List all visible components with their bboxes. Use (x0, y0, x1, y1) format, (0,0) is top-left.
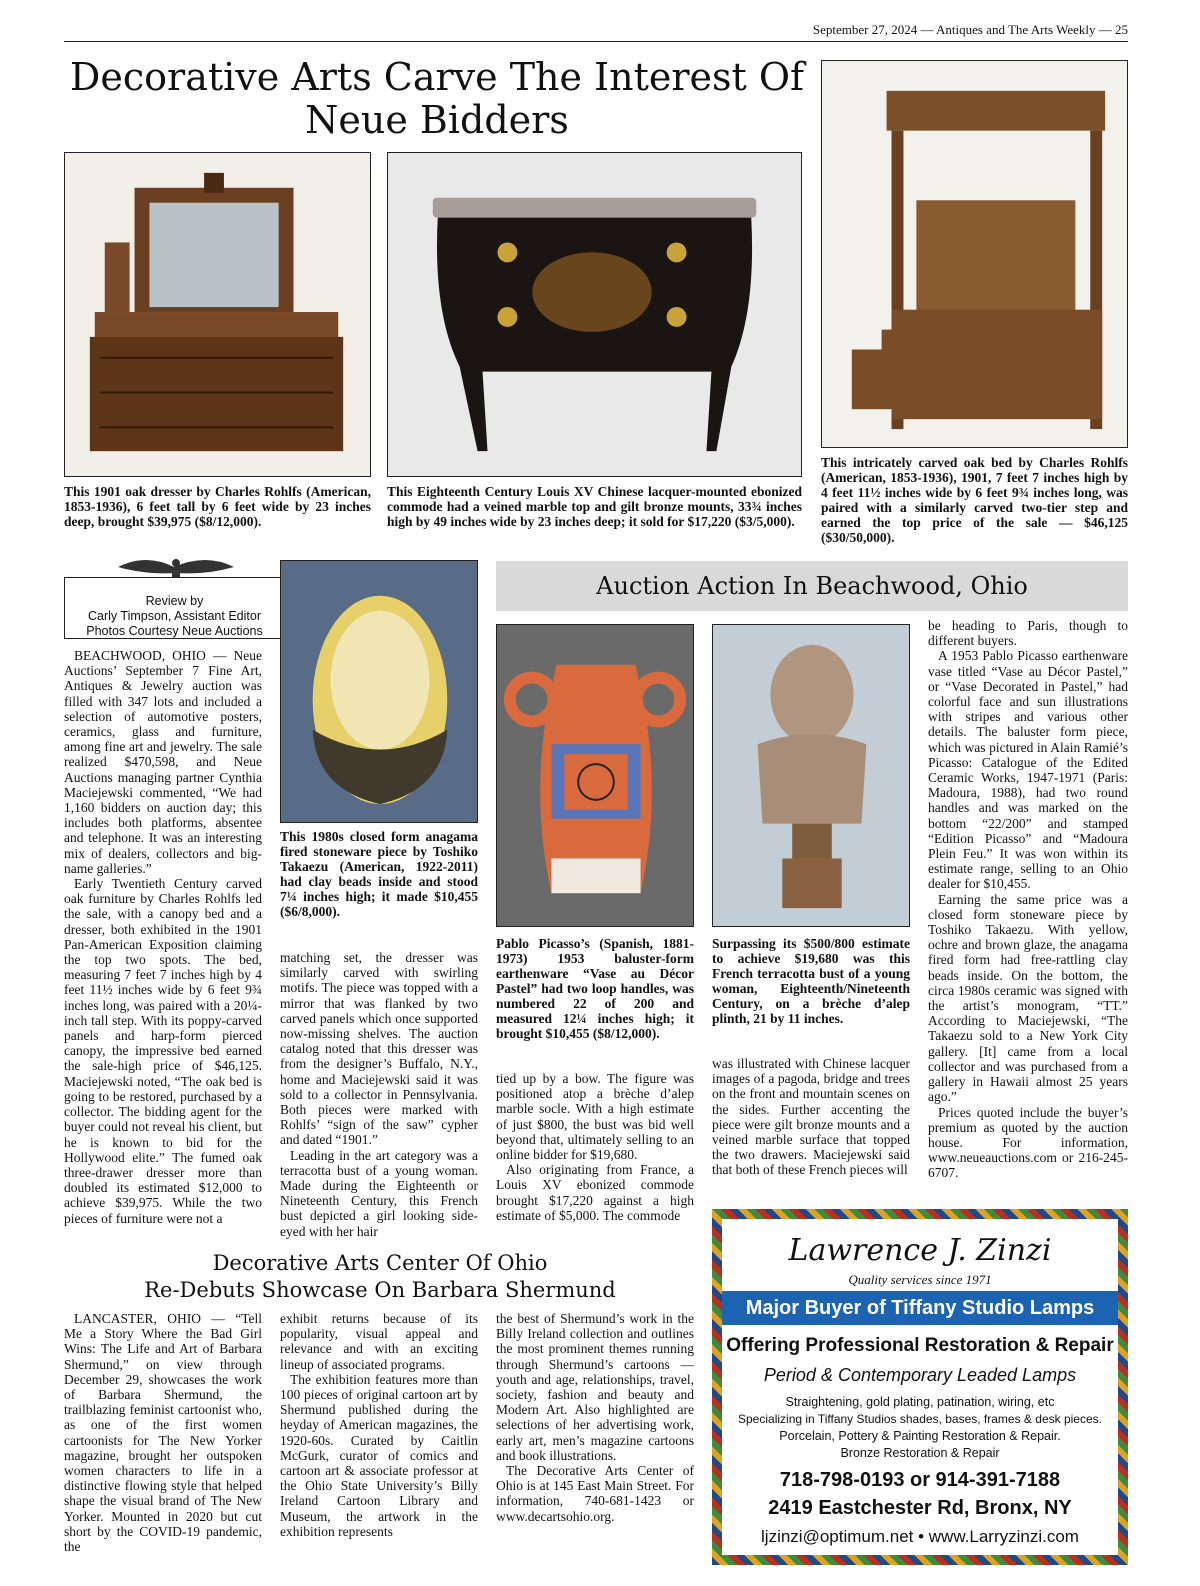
article-paragraph: Also originating from France, a Louis XV ebonized commode brought $17,220 against a high estimate of $5,000. The commode (496, 1162, 694, 1223)
article-column-1 (64, 648, 262, 1226)
dresser-photo (64, 152, 371, 477)
bust-caption: Surpassing its $500/800 estimate to achieve $19,680 was this French terracotta bust of a young woman, Eighteenth/Nineteenth Century, on a brèche d’alep plinth, 21 by 11 inches. (712, 936, 910, 1026)
article-paragraph: was illustrated with Chinese lacquer images of a pagoda, bridge and trees on the front and mountain scenes on the sides. Further accenting the piece were gilt bronze mounts and a veined marble surface that topped the two drawers. Maciejewski said that both of these French pieces will (712, 1056, 910, 1178)
second-story-column-2 (280, 1311, 478, 1539)
article-paragraph: Earning the same price was a closed form stoneware piece by Toshiko Takaezu. With yellow, ochre and brown glaze, the anagama fired form had free-rattling clay beads inside. On the bottom, the circa 1980s ceramic was signed with the artist’s monogram, “TT.” According to Maciejewski, “The Takaezu sold to a New York City gallery. [It] came from a local collector and was purchased from a gallery in Hawaii almost 25 years ago.” (928, 891, 1128, 1105)
article-paragraph: The Decorative Arts Center of Ohio is at 145 East Main Street. For information, 740-681-1423 or www.decartsohio.org. (496, 1463, 694, 1524)
ad-address: 2419 Eastchester Rd, Bronx, NY (768, 1497, 1072, 1519)
review-credit-box (64, 577, 285, 639)
article-column-4 (712, 1056, 910, 1178)
second-story-headline (64, 1250, 696, 1304)
zinzi-advertisement (712, 1209, 1128, 1565)
second-story-column-1 (64, 1311, 262, 1554)
takaezu-caption: This 1980s closed form anagama fired stoneware piece by Toshiko Takaezu (American, 1922-2011) had clay beads inside and stood 7¼ inches high; it made $10,455 ($6/8,000). (280, 829, 478, 919)
article-column-3 (496, 1071, 694, 1223)
ad-business-name: Lawrence J. Zinzi (788, 1233, 1052, 1268)
ad-line-1: Straightening, gold plating, patination, wiring, etc (785, 1395, 1055, 1409)
dresser-caption: This 1901 oak dresser by Charles Rohlfs (American, 1853-1936), 6 feet tall by 6 feet wide by 23 inches deep, brought $39,975 ($8/12,000). (64, 484, 371, 529)
ad-banner: Major Buyer of Tiffany Studio Lamps (722, 1291, 1118, 1325)
ad-panel (722, 1219, 1118, 1555)
commode-caption: This Eighteenth Century Louis XV Chinese lacquer-mounted ebonized commode had a veined marble top and gilt bronze mounts, 33¾ inches high by 49 inches wide by 23 inches deep; it sold for $17,220 ($3/5,000). (387, 484, 802, 529)
article-paragraph: BEACHWOOD, OHIO — Neue Auctions’ September 7 Fine Art, Antiques & Jewelry auction was filled with 347 lots and included a selection of automotive posters, ceramics, glass and furniture, among fine art and jewelry. The sale realized $470,598, and Neue Auctions managing partner Cynthia Maciejewski commented, “We had 1,160 bidders on auction day; this includes both platforms, absentee and telephone. It was an interesting mix of dealers, collectors and big-name galleries.” (64, 648, 262, 876)
article-paragraph: Early Twentieth Century carved oak furniture by Charles Rohlfs led the sale, with a canopy bed and a dresser, both exhibited in the 1901 Pan-American Exposition claiming the top two spots. The bed, measuring 7 feet 7 inches high by 4 feet 11½ inches wide by 6 feet 9¾ inches long, was paired with a 20¼-inch tall step. With its poppy-carved panels and harp-form pierced canopy, the impressive bed earned the sale-high price of $46,125. Maciejewski noted, “The oak bed is going to be restored, purchased by a collector. The bidding agent for the buyer could not reveal his client, but he is known to bid for the Hollywood elite.” The fumed oak three-drawer dresser more than doubled its estimated $12,000 to achieve $39,975. While the two pieces of furniture were not a (64, 876, 262, 1226)
article-column-5 (928, 618, 1128, 1181)
second-headline-line-2: Re-Debuts Showcase On Barbara Shermund (144, 1278, 616, 1302)
ad-line-2: Specializing in Tiffany Studios shades, bases, frames & desk pieces. (738, 1412, 1102, 1426)
terracotta-bust-photo (712, 624, 910, 927)
main-headline: Decorative Arts Carve The Interest Of Neue Bidders (69, 55, 805, 142)
takaezu-stoneware-photo (280, 560, 478, 823)
review-line-2: Carly Timpson, Assistant Editor (88, 609, 261, 623)
ad-web: ljzinzi@optimum.net • www.Larryzinzi.com (761, 1527, 1079, 1546)
article-paragraph: A 1953 Pablo Picasso earthenware vase titled “Vase au Décor Pastel,” or “Vase Decorated in Pastel,” had colorful face and sun illustrations with stripes and various other details. The baluster form piece, which was pictured in Alain Ramié’s Picasso: Catalogue of the Edited Ceramic Works, 1947-1971 (Paris: Madoura, 1988), had two round handles and was marked on the bottom “22/200” and stamped “Edition Picasso” and “Madoura Plein Feu.” It was won within its estimate range, selling to an Ohio dealer for $10,455. (928, 648, 1128, 892)
article-paragraph: Prices quoted include the buyer’s premium as quoted by the auction house. For information, www.neueauctions.com or 216-245-6707. (928, 1104, 1128, 1181)
article-paragraph: the best of Shermund’s work in the Billy Ireland collection and outlines the most prominent themes running through Shermund’s cartoons — youth and age, relationships, travel, society, fashion and beauty and Modern Art. Also highlighted are selections of her advertising work, early art, men’s magazine cartoons and book illustrations. (496, 1311, 694, 1463)
article-paragraph: tied up by a bow. The figure was positioned atop a brèche d’alep marble socle. With a high estimate of just $800, the bust was bid well beyond that, ultimately selling to an online bidder for $19,680. (496, 1071, 694, 1163)
section-title: Auction Action In Beachwood, Ohio (496, 561, 1128, 611)
commode-photo (387, 152, 802, 477)
page-header-text: September 27, 2024 — Antiques and The Arts Weekly — 25 (812, 22, 1128, 37)
picasso-vase-photo (496, 624, 694, 927)
ad-period: Period & Contemporary Leaded Lamps (763, 1365, 1077, 1385)
ad-phones: 718-798-0193 or 914-391-7188 (779, 1469, 1061, 1491)
review-line-3: Photos Courtesy Neue Auctions (86, 624, 263, 638)
article-paragraph: The exhibition features more than 100 pieces of original cartoon art by Shermund published during the heyday of American magazines, the 1920-60s. Curated by Caitlin McGurk, curator of comics and cartoon art & associate professor at the Ohio State University’s Billy Ireland Cartoon Library and Museum, the artwork in the exhibition represents (280, 1371, 478, 1539)
ad-since: Quality services since 1971 (848, 1272, 992, 1287)
second-story-column-3 (496, 1311, 694, 1524)
article-paragraph: LANCASTER, OHIO — “Tell Me a Story Where the Bad Girl Wins: The Life and Art of Barbara Shermund,” on view through December 29, showcases the work of Barbara Shermund, the trailblazing feminist cartoonist who, as one of the first women cartoonists for The New Yorker magazine, brought her outspoken women characters to life in a distinctive flowing style that helped shape the visual brand of The New Yorker. Mounted in 2020 but cut short by the COVID-19 pandemic, the (64, 1311, 262, 1555)
second-headline-line-1: Decorative Arts Center Of Ohio (212, 1251, 548, 1275)
picasso-caption: Pablo Picasso’s (Spanish, 1881-1973) 1953 baluster-form earthenware “Vase au Décor Pastel” had two loop handles, was numbered 22 of 200 and measured 12¼ inches high; it brought $10,455 ($8/12,000). (496, 936, 694, 1041)
article-paragraph: matching set, the dresser was similarly carved with swirling motifs. The piece was topped with a mirror that was flanked by two carved panels which once supported now-missing shelves. The auction catalog noted that this dresser was from the designer’s Buffalo, N.Y., home and Maciejewski said it was sold to a collector in Pennsylvania. Both pieces were marked with Rohlfs’ “sign of the saw” cypher and dated “1901.” (280, 950, 478, 1148)
article-paragraph: be heading to Paris, though to different buyers. (928, 618, 1128, 649)
review-line-1: Review by (145, 594, 204, 608)
article-paragraph: Leading in the art category was a terracotta bust of a young woman. Made during the Eighteenth or Nineteenth Century, this French bust depicted a girl looking side-eyed with her hair (280, 1147, 478, 1239)
ad-line-3: Porcelain, Pottery & Painting Restoration & Repair. (779, 1429, 1061, 1443)
bed-caption: This intricately carved oak bed by Charles Rohlfs (American, 1853-1936), 1901, 7 feet 7 inches high by 4 feet 11½ inches wide by 6 feet 9¾ inches long, was paired with a similarly carved two-tier step and earned the top price of the sale — $46,125 ($30/50,000). (821, 455, 1128, 545)
article-column-2 (280, 950, 478, 1239)
article-paragraph: exhibit returns because of its popularity, visual appeal and relevance and with an exciting lineup of associated programs. (280, 1311, 478, 1372)
bed-photo (821, 60, 1128, 448)
ad-offering: Offering Professional Restoration & Repair (726, 1335, 1114, 1356)
page-header (64, 20, 1128, 42)
ad-line-4: Bronze Restoration & Repair (840, 1446, 1000, 1460)
